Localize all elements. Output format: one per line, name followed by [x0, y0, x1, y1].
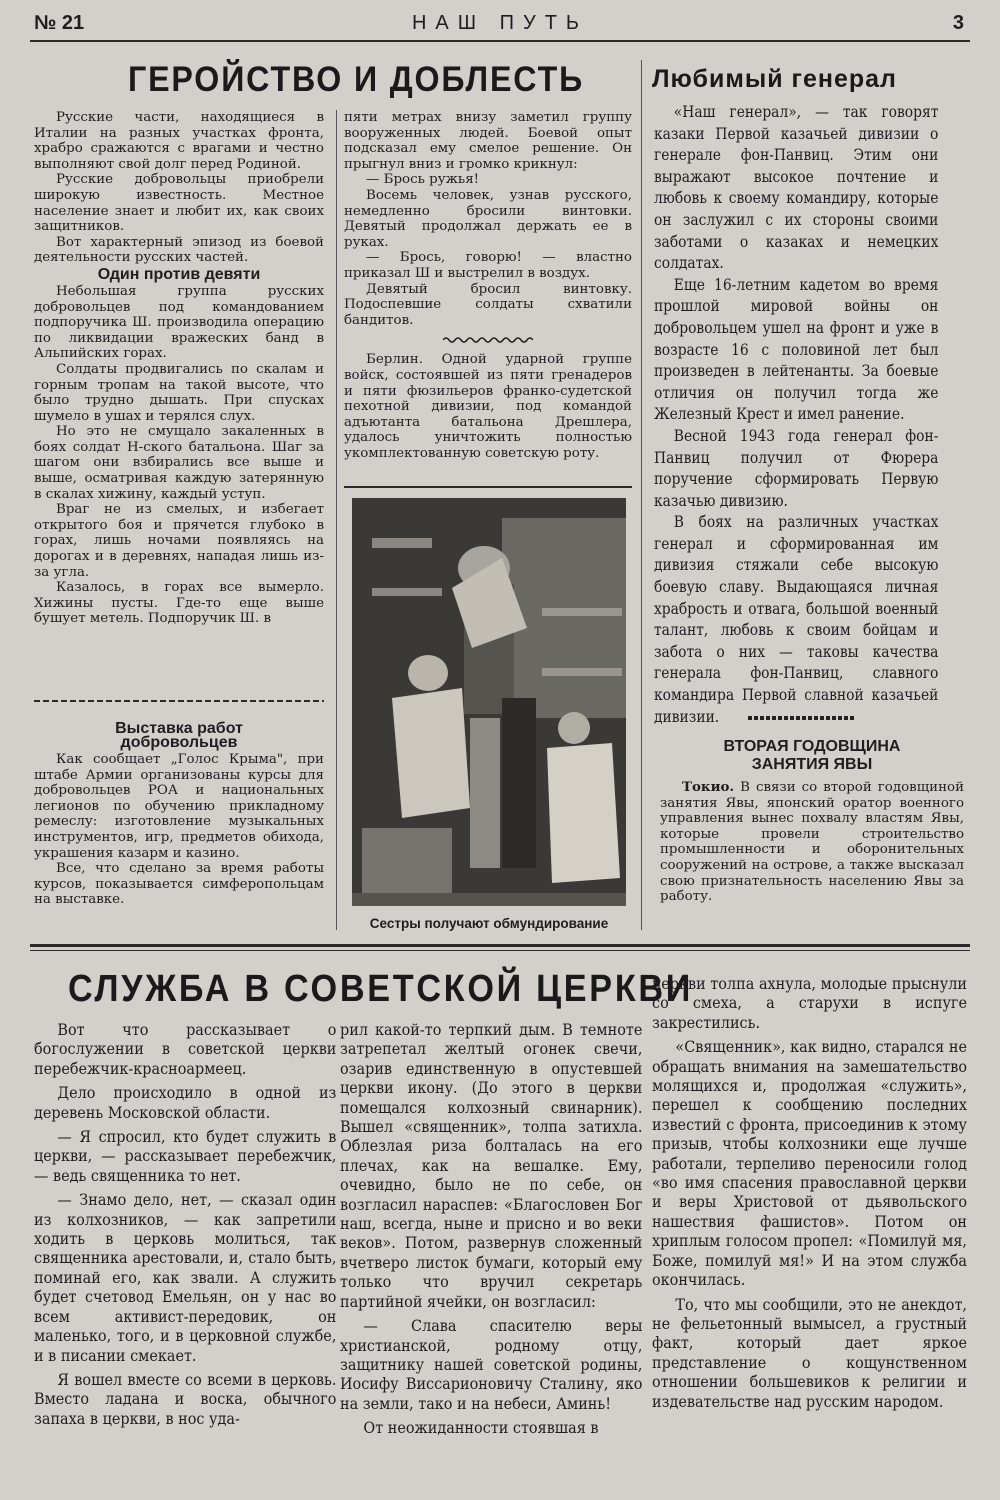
java-title-line2: ЗАНЯТИЯ ЯВЫ: [751, 756, 873, 773]
java-text: В связи со второй годовщиной занятия Явы, японский оратор военного управления вынес похвалу властям Явы, которые провели строительство промышленности и оборонительных сооружений на острове, а также высказал свою признательность населению Явы за работу.: [660, 780, 965, 905]
heroism-col2-p5: Девятый бросил винтовку. Подоспевшие солдаты схватили бандитов.: [344, 281, 632, 328]
general-p3: Весной 1943 года генерал фон-Панвиц получил от Фюрера поручение сформировать Первую казачью дивизию.: [654, 426, 939, 510]
general-article: [654, 102, 938, 728]
exhibition-article: [34, 720, 324, 908]
general-headline: Любимый генерал: [652, 65, 897, 93]
church-col1-p4: — Знамо дело, нет, — сказал один из колхозников, — как запретили ходить в церковь молиться, так священника арестовали, и, стало быть, поминай его, как звали. А служить будет счетовод Емельян, он у нас во всем активист-передовик, он маленько, того, и в церковной службе, и в писании смекает.: [34, 1190, 337, 1365]
heroism-col2-p4: — Брось, говорю! — властно приказал Ш и выстрелил в воздух.: [344, 250, 632, 281]
church-col2-p1: рил какой-то терпкий дым. В темноте затрепетал желтый огонек свечи, озарив единственную в опустевшей церкви икону. (До этого в церкви помещался колхозный свинарник). Вышел «священник», толпа затихла. Облезлая риза болталась на его плечах, как на вешалке. Ему, очевидно, было не по себе, он возгласил нараспев: «Благословен Бог наш, всегда, ныне и присно и во веки веков». Потом, развернув сложенный вчетверо листок бумаги, который ему только что вручил секретарь партийной ячейки, он возгласил:: [340, 1020, 643, 1311]
column-separator: [336, 110, 337, 930]
berlin-note: Берлин. Одной ударной группе войск, состоявшей из пяти гренадеров и пяти фюзильеров франко-судетской пехотной дивизии, под командой адъютанта батальона Дрешлера, удалось уничтожить полностью укомплектованную советскую роту.: [344, 352, 632, 461]
photo-sisters: [352, 498, 626, 906]
heroism-intro-p1: Русские части, находящиеся в Италии на разных участках фронта, храбро сражаются с врагами и честно выполняют свой долг перед Родиной.: [34, 110, 324, 172]
java-article: [660, 738, 964, 905]
section-rule-bottom: [30, 950, 970, 951]
church-col1-p1: Вот что рассказывает о богослужении в советской церкви перебежчик-красноармеец.: [34, 1020, 337, 1078]
java-lead: Токио.: [682, 779, 735, 795]
church-col3-p1: церкви толпа ахнула, молодые прыснули со смеха, а старухи в испуге закрестились.: [652, 974, 967, 1032]
page-number: 3: [952, 12, 964, 34]
heroism-col2-p3: Восемь человек, узнав русского, немедленно бросили винтовки. Девятый продолжал держать ее в руках.: [344, 187, 632, 250]
church-column-2: [340, 1020, 642, 1443]
photo-caption: Сестры получают обмундирование: [369, 916, 609, 931]
newspaper-title: НАШ ПУТЬ: [411, 12, 589, 34]
church-col2-p3: От неожиданности стоявшая в: [363, 1418, 599, 1438]
heroism-col1-p5: Казалось, в горах все вымерло. Хижины пусты. Где-то еще выше бушует метель. Подпоручик Ш. в: [34, 580, 324, 627]
church-col3-p2: «Священник», как видно, старался не обращать внимания на замешательство молящихся и, продолжая «служить», перешел к сообщению последних известий с фронта, присоединив к этому призыв, чтобы колхозники еще лучше работали, терпеливо переносили голод «во имя спасения православной церкви и веры Христовой от дьявольского нашествия фашистов». Потом он хриплым голосом пропел: «Помилуй мя, Боже, помилуй мя!» И на этом служба окончилась.: [652, 1037, 967, 1290]
masthead: [34, 12, 966, 40]
heroism-col1-p2: Солдаты продвигались по скалам и горным тропам на такой высоте, что было трудно дышать. При спусках шумело в ушах и терялся слух.: [34, 361, 324, 424]
heroism-intro-p3: Вот характерный эпизод из боевой деятельности русских частей.: [34, 234, 324, 266]
heroism-col2-p1: пяти метрах внизу заметил группу вооруженных людей. Боевой опыт подсказал ему смелое решение. Он прыгнул вниз и громко крикнул:: [344, 110, 632, 172]
heroism-col2-p2: — Брось ружья!: [366, 172, 480, 188]
photo-image: [352, 498, 626, 906]
column-separator: [641, 60, 642, 930]
church-col3-p3: То, что мы сообщили, это не анекдот, не фельетонный вымысел, а грустный факт, который дает яркое представление о кощунственном отношении большевиков к религии и издевательстве над русским народом.: [652, 1294, 967, 1411]
exhibition-p1: Как сообщает „Голос Крыма", при штабе Армии организованы курсы для добровольцев РОА и национальных легионов по обучению прикладному ремеслу: изготовление музыкальных инструментов, игр, предметов обихода, украшения казарм и казино.: [34, 752, 324, 861]
heroism-col1-p4: Враг не из смелых, и избегает открытого боя и прячется глубоко в горах, лишь ночами появляясь на дорогах и в деревнях, нападая лишь из-за угла.: [34, 502, 324, 580]
section-divider: [34, 700, 324, 702]
general-p2: Еще 16-летним кадетом во время прошлой мировой войны он добровольцем ушел на фронт и уже в возрасте 16 с половиной лет был произведен в лейтенанты. За боевые отличия он получил тогда же Железный Крест и имел ранение.: [654, 275, 939, 424]
heroism-col1-p3: Но это не смущало закаленных в боях солдат Н-ского батальона. Шаг за шагом они взбирались все выше и выше, осматривая каждую затерянную в скалах хижину, каждый уступ.: [34, 424, 324, 502]
exhibition-title-line1: Выставка работ: [115, 720, 243, 737]
heroism-headline: ГЕРОЙСТВО И ДОБЛЕСТЬ: [128, 60, 585, 99]
heroism-col1-p1: Небольшая группа русских добровольцев под командованием подпоручика Ш. производила операцию по ликвидации вражеских банд в Альпийских горах.: [34, 283, 324, 362]
church-column-3: [652, 974, 967, 1416]
heroism-intro-p2: Русские добровольцы приобрели широкую известность. Местное население знает и любит их, как своих защитников.: [34, 172, 324, 235]
heroism-column-1: [34, 110, 324, 627]
general-divider: [748, 716, 856, 720]
section-rule-top: [30, 944, 970, 947]
church-col1-p2: Дело происходило в одной из деревень Московской области.: [34, 1083, 337, 1122]
general-p1: «Наш генерал», — так говорят казаки Первой казачьей дивизии о генерале фон-Панвиц. Этим они выражают высокое почтение и любовь к своему командиру, которые он заслужил с их стороны своими заботами о казаках и немецких солдатах.: [654, 103, 939, 273]
church-col1-p5: Я вошел вместе со всеми в церковь. Вместо ладана и воска, обычного запаха в церкви, в нос уда-: [34, 1369, 337, 1428]
wavy-divider: [443, 336, 533, 344]
church-col2-p2: — Слава спасителю веры христианской, родному отцу, защитнику нашей советской родины, Иосифу Виссарионовичу Сталину, яко на земли, тако и на небеси, Аминь!: [340, 1316, 643, 1413]
exhibition-p2: Все, что сделано за время работы курсов, показывается симферопольцам на выставке.: [34, 861, 324, 908]
heroism-column-2: [344, 110, 632, 461]
church-col1-p3: — Я спросил, кто будет служить в церкви, — рассказывает перебежчик, — ведь священника то нет.: [34, 1127, 337, 1185]
church-headline: СЛУЖБА В СОВЕТСКОЙ ЦЕРКВИ: [68, 968, 694, 1010]
issue-number: № 21: [34, 12, 85, 34]
exhibition-title-line2: добровольцев: [120, 734, 238, 751]
masthead-rule: [30, 40, 970, 42]
general-p4: В боях на различных участках генерал и сформированная им дивизия стяжали себе высокую боевую славу. Выдающаяся личная храбрость и отвага, большой военный талант, любовь к своим бойцам и забота о них — таковы качества генерала фон-Панвиц, славного командира Первой славной казачьей дивизии.: [654, 513, 939, 726]
java-title-line1: ВТОРАЯ ГОДОВЩИНА: [723, 738, 901, 755]
heroism-subtitle: Один против девяти: [97, 265, 261, 283]
church-column-1: [34, 1020, 336, 1433]
photo-top-rule: [344, 486, 632, 488]
